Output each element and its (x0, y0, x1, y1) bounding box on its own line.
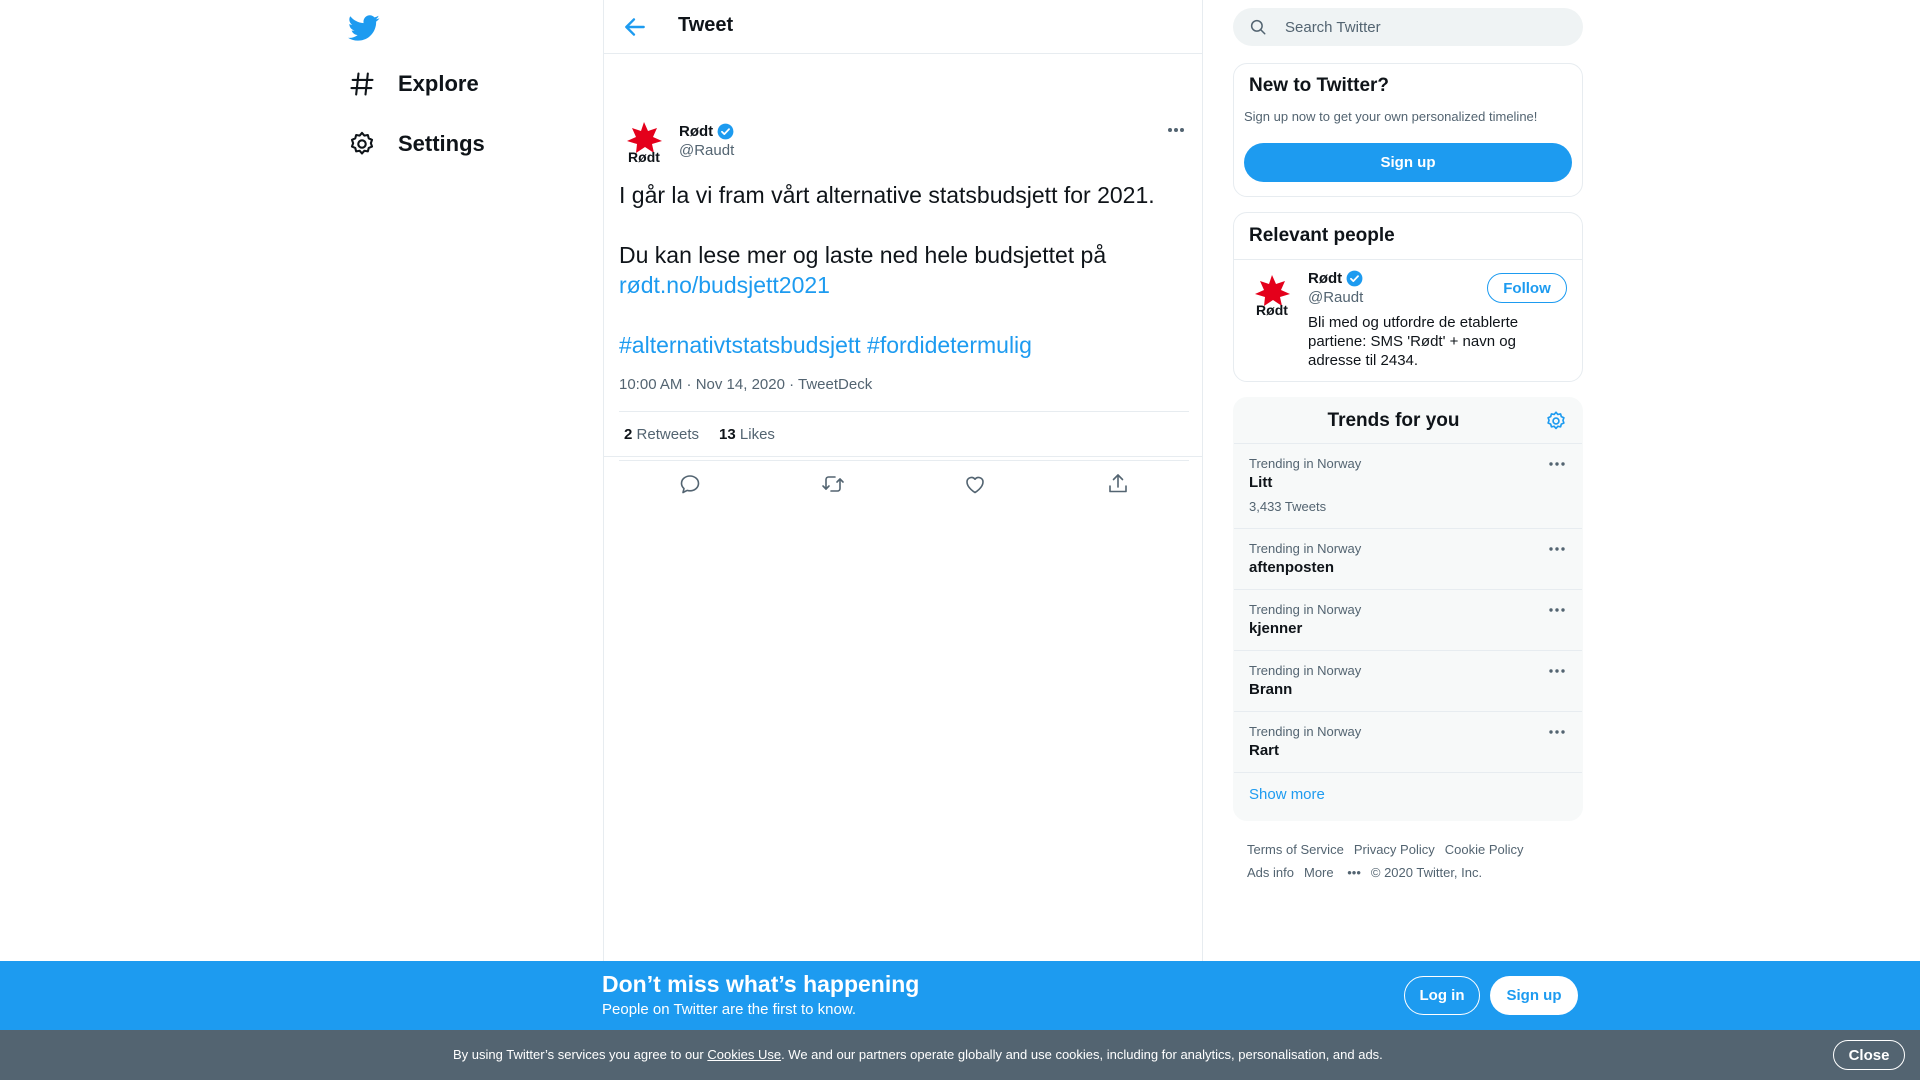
reply-icon[interactable] (678, 472, 702, 496)
verified-badge-icon (1345, 269, 1364, 288)
person-name-row[interactable] (1308, 269, 1364, 288)
trend-item[interactable] (1234, 443, 1582, 528)
more-options-icon[interactable] (1548, 726, 1566, 738)
copyright: © 2020 Twitter, Inc. (1370, 865, 1483, 880)
back-arrow-icon[interactable] (622, 14, 648, 40)
trend-name: kjenner (1249, 620, 1303, 637)
person-handle[interactable]: @Raudt (1308, 289, 1364, 306)
footer-link-ads[interactable]: Ads info (1247, 865, 1294, 880)
card-subtitle: Sign up now to get your own personalized timeline! (1244, 109, 1538, 124)
card-title: Trends for you (1327, 410, 1460, 431)
trend-name: aftenposten (1249, 559, 1335, 576)
trend-name: Rart (1249, 742, 1280, 759)
trend-context: Trending in Norway (1249, 602, 1362, 617)
tweet-text-line: Du kan lese mer og laste ned hele budsjettet på (619, 242, 1107, 268)
tweet-text-line: I går la vi fram vårt alternative statsbudsjett for 2021. (619, 182, 1155, 208)
nav-explore[interactable] (348, 59, 479, 109)
author-name[interactable]: Rødt (679, 123, 714, 140)
signup-button[interactable]: Sign up (1244, 143, 1572, 182)
card-title: Relevant people (1249, 225, 1395, 246)
nav-settings[interactable] (348, 119, 485, 169)
author-handle[interactable]: @Raudt (679, 142, 735, 159)
close-button[interactable]: Close (1833, 1040, 1905, 1070)
trend-name: Litt (1249, 474, 1273, 491)
person-bio: Bli med og utfordre de etablerte partiene: SMS 'Rødt' + navn og adresse til 2434. (1308, 314, 1519, 369)
svg-text:Rødt: Rødt (628, 149, 660, 164)
author-name-row[interactable] (679, 122, 735, 141)
nav-explore-label: Explore (398, 71, 479, 96)
banner-subtitle: People on Twitter are the first to know. (602, 1001, 857, 1018)
tweet-source[interactable]: TweetDeck (798, 376, 873, 393)
svg-text:Rødt: Rødt (1256, 302, 1288, 317)
signup-button[interactable]: Sign up (1490, 976, 1578, 1015)
share-icon[interactable] (1106, 472, 1130, 496)
twitter-bird-icon[interactable] (348, 12, 380, 44)
footer-link-terms[interactable]: Terms of Service (1247, 842, 1344, 857)
divider (619, 460, 1189, 461)
divider (1234, 259, 1582, 260)
footer-links (1247, 838, 1577, 884)
search-box[interactable] (1233, 8, 1583, 46)
divider (604, 456, 1202, 457)
gear-icon[interactable] (1545, 410, 1567, 432)
cookie-text: By using Twitter’s services you agree to our Cookies Use. We and our partners operate globally and use cookies, including for analytics, personalisation, and ads. (453, 1047, 1383, 1062)
footer-link-privacy[interactable]: Privacy Policy (1353, 842, 1435, 857)
nav-settings-label: Settings (398, 131, 485, 156)
banner-title: Don’t miss what’s happening (602, 971, 920, 997)
trend-context: Trending in Norway (1249, 663, 1362, 678)
page-title: Tweet (678, 14, 734, 36)
login-button[interactable]: Log in (1404, 976, 1480, 1015)
more-options-icon[interactable] (1548, 604, 1566, 616)
more-options-icon[interactable] (1548, 665, 1566, 677)
person-name[interactable]: Rødt (1308, 270, 1343, 287)
follow-button[interactable]: Follow (1487, 273, 1567, 303)
trend-item[interactable] (1234, 589, 1582, 650)
trend-context: Trending in Norway (1249, 724, 1362, 739)
trend-item[interactable] (1234, 650, 1582, 711)
tweet-timestamp[interactable]: 10:00 AM · Nov 14, 2020 (619, 376, 785, 393)
hashtag-link[interactable]: #alternativtstatsbudsjett (619, 332, 861, 358)
divider (619, 411, 1189, 412)
hashtag-icon (348, 70, 376, 98)
search-icon (1249, 18, 1267, 36)
cookie-banner (0, 1030, 1920, 1080)
trends-card (1233, 397, 1583, 821)
avatar[interactable] (1252, 275, 1292, 317)
main-column (603, 0, 1203, 1080)
cookies-use-link[interactable]: Cookies Use (707, 1047, 782, 1062)
retweets-stat[interactable]: 2 Retweets (624, 426, 700, 443)
new-to-twitter-card (1233, 63, 1583, 197)
gear-icon (348, 130, 376, 158)
tweet-stats (624, 426, 775, 443)
trend-name: Brann (1249, 681, 1293, 698)
footer-link-more[interactable]: More ••• (1303, 865, 1361, 880)
verified-badge-icon (716, 122, 735, 141)
relevant-people-card (1233, 212, 1583, 382)
more-options-icon[interactable] (1548, 458, 1566, 470)
hashtag-link[interactable]: #fordidetermulig (867, 332, 1032, 358)
trend-count: 3,433 Tweets (1249, 499, 1327, 514)
show-more-link[interactable]: Show more (1249, 786, 1325, 803)
more-options-icon[interactable] (1548, 543, 1566, 555)
tweet-actions (619, 472, 1189, 496)
likes-stat[interactable]: 13 Likes (719, 426, 775, 443)
trend-item[interactable] (1234, 528, 1582, 589)
trend-item[interactable] (1234, 711, 1582, 772)
tweet-link[interactable]: rødt.no/budsjett2021 (619, 272, 830, 298)
trend-context: Trending in Norway (1249, 456, 1362, 471)
main-header (604, 0, 1202, 54)
tweet-meta (619, 376, 872, 393)
meta-separator: · (789, 376, 795, 393)
search-input[interactable] (1285, 19, 1555, 36)
avatar[interactable] (624, 122, 664, 164)
tweet-text (619, 180, 1189, 360)
retweet-icon[interactable] (821, 472, 845, 496)
footer-link-cookie[interactable]: Cookie Policy (1444, 842, 1524, 857)
trend-context: Trending in Norway (1249, 541, 1362, 556)
like-heart-icon[interactable] (963, 472, 987, 496)
card-title: New to Twitter? (1249, 75, 1390, 96)
signup-banner (0, 961, 1920, 1030)
more-options-icon[interactable] (1165, 122, 1187, 138)
